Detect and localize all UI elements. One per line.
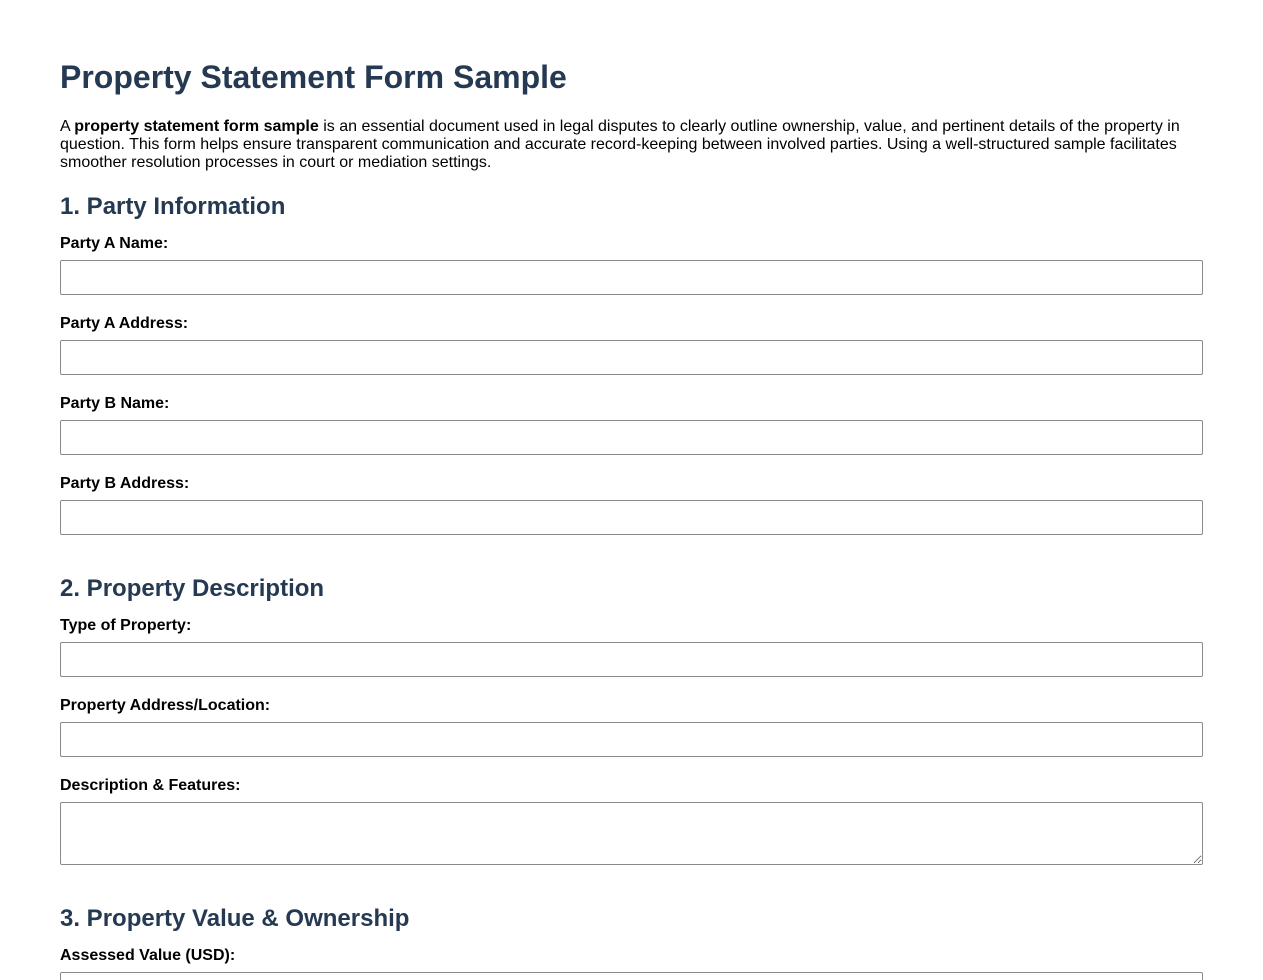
property-address-label: Property Address/Location:: [60, 697, 271, 714]
party-b-name-label: Party B Name:: [60, 395, 170, 412]
section-heading-property-description: 2. Property Description: [60, 575, 325, 602]
party-b-address-input[interactable]: [60, 500, 1203, 535]
assessed-value-input[interactable]: [60, 972, 1203, 980]
intro-bold-term: property statement form sample: [74, 118, 319, 135]
page-title: Property Statement Form Sample: [60, 59, 567, 95]
intro-prefix: A: [60, 118, 75, 135]
section-heading-property-value-ownership: 3. Property Value & Ownership: [60, 905, 410, 932]
party-a-name-input[interactable]: [60, 260, 1203, 295]
type-of-property-input[interactable]: [60, 642, 1203, 677]
party-b-name-input[interactable]: [60, 420, 1203, 455]
property-address-input[interactable]: [60, 722, 1203, 757]
assessed-value-label: Assessed Value (USD):: [60, 947, 236, 964]
party-a-address-label: Party A Address:: [60, 315, 189, 332]
section-heading-party-information: 1. Party Information: [60, 193, 286, 220]
description-features-textarea[interactable]: [60, 802, 1203, 865]
party-b-address-label: Party B Address:: [60, 475, 190, 492]
type-of-property-label: Type of Property:: [60, 617, 192, 634]
party-a-name-label: Party A Name:: [60, 235, 169, 252]
intro-paragraph: [60, 118, 1200, 172]
intro-rest: is an essential document used in legal disputes to clearly outline ownership, value, and pertinent details of the property in question. This form helps ensure transparent communication and accurate record-keeping between involved parties. Using a well-structured sample facilitates smoother resolution processes in court or mediation settings.: [60, 118, 1180, 171]
party-a-address-input[interactable]: [60, 340, 1203, 375]
description-features-label: Description & Features:: [60, 777, 241, 794]
